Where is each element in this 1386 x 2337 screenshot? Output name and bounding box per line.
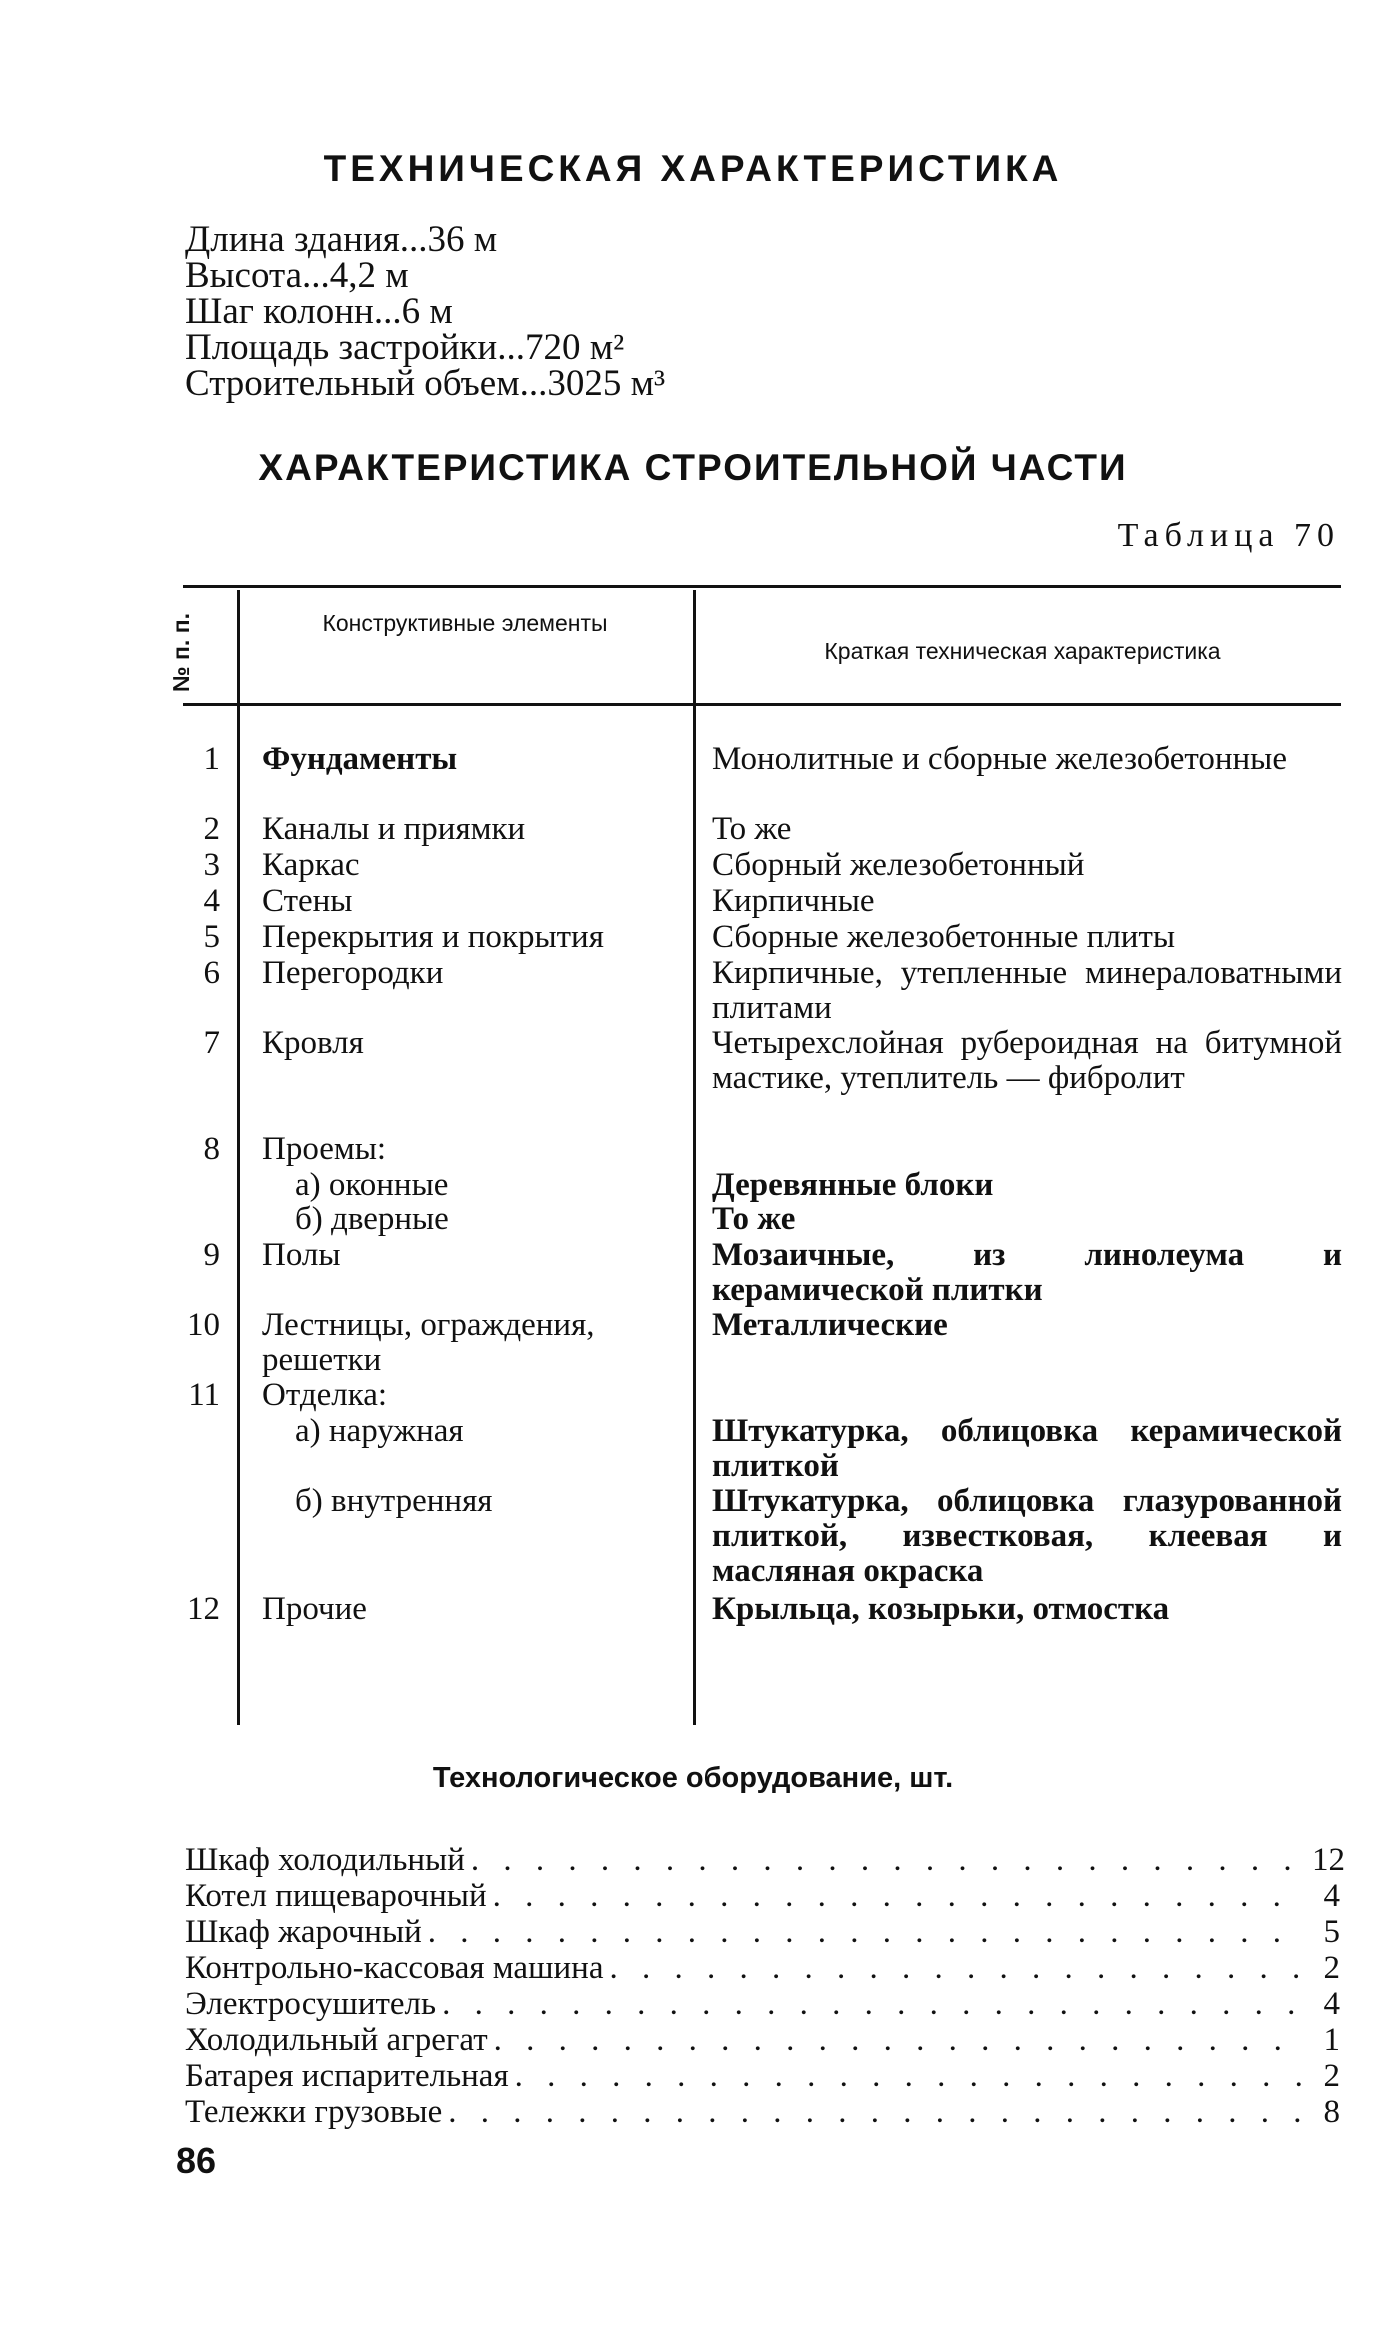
row-num: 7: [203, 1025, 220, 1061]
spec-list: [185, 219, 666, 404]
row-description: То же: [712, 1201, 796, 1237]
row-element: Стены: [262, 883, 353, 919]
table-top-rule: [183, 585, 1341, 588]
row-element: Каркас: [262, 847, 360, 883]
construction-heading: ХАРАКТЕРИСТИКА СТРОИТЕЛЬНОЙ ЧАСТИ: [258, 447, 1128, 488]
row-subelement: а) наружная: [295, 1413, 464, 1449]
row-num: 6: [203, 955, 220, 991]
header-description: Краткая техническая характеристика: [824, 638, 1221, 664]
technical-heading: ТЕХНИЧЕСКАЯ ХАРАКТЕРИСТИКА: [323, 148, 1063, 189]
row-description: То же: [712, 811, 792, 847]
row-description: Деревянные блоки: [712, 1167, 994, 1203]
header-elements: Конструктивные элементы: [322, 610, 608, 636]
equipment-qty: 1: [1323, 2022, 1340, 2058]
row-num: 5: [203, 919, 220, 955]
table-col-divider-1: [237, 590, 240, 1725]
leader-dots: [494, 2022, 1306, 2058]
row-description: Штукатурка, облицовка глазурованной плиткой, известковая, клеевая и масляная окраска: [712, 1483, 1342, 1589]
row-element: Прочие: [262, 1591, 367, 1627]
equipment-name: Батарея испарительная: [185, 2058, 509, 2094]
spec-length: Длина здания...36 м: [185, 219, 498, 260]
equipment-item: [185, 1986, 1340, 2022]
row-element: Кровля: [262, 1025, 364, 1061]
row-num: 10: [187, 1307, 220, 1343]
row-description: Металлические: [712, 1307, 948, 1343]
row-num: 12: [187, 1591, 220, 1627]
spec-height: Высота...4,2 м: [185, 255, 409, 296]
equipment-item: [185, 1914, 1340, 1950]
equipment-item: [185, 2094, 1340, 2130]
spec-column-spacing: Шаг колонн...6 м: [185, 291, 453, 332]
equipment-name: Электросушитель: [185, 1986, 437, 2022]
header-num: № п. п.: [168, 613, 194, 692]
row-subelement: а) оконные: [295, 1167, 449, 1203]
equipment-name: Контрольно-кассовая машина: [185, 1950, 604, 1986]
row-element: Полы: [262, 1237, 341, 1273]
row-description: Кирпичные: [712, 883, 875, 919]
equipment-item: [185, 2058, 1340, 2094]
table-col-divider-2: [693, 590, 696, 1725]
equipment-item: [185, 1878, 1340, 1914]
row-element: Лестницы, ограждения, решетки: [262, 1307, 595, 1378]
equipment-name: Котел пищеварочный: [185, 1878, 487, 1914]
leader-dots: [442, 1986, 1306, 2022]
leader-dots: [609, 1950, 1306, 1986]
page-number: 86: [176, 2140, 217, 2181]
leader-dots: [515, 2058, 1306, 2094]
leader-dots: [428, 1914, 1306, 1950]
row-num: 1: [203, 741, 220, 777]
row-num: 9: [203, 1237, 220, 1273]
row-description: Штукатурка, облицовка керамической плиткой: [712, 1413, 1342, 1484]
row-subelement: б) дверные: [295, 1201, 449, 1237]
row-num: 11: [188, 1377, 220, 1413]
table-label: Таблица 70: [1117, 517, 1340, 554]
equipment-item: [185, 2022, 1340, 2058]
equipment-qty: 5: [1323, 1914, 1340, 1950]
row-description: Сборный железобетонный: [712, 847, 1085, 883]
equipment-qty: 12: [1312, 1842, 1345, 1878]
leader-dots: [493, 1878, 1306, 1914]
row-description: Крыльца, козырьки, отмостка: [712, 1591, 1170, 1627]
row-num: 2: [203, 811, 220, 847]
equipment-qty: 4: [1323, 1878, 1340, 1914]
row-element: Проемы:: [262, 1131, 387, 1167]
row-element: Каналы и приямки: [262, 811, 526, 847]
row-description: Сборные железобетонные плиты: [712, 919, 1176, 955]
leader-dots: [448, 2094, 1306, 2130]
equipment-name: Шкаф холодильный: [185, 1842, 465, 1878]
equipment-qty: 2: [1323, 1950, 1340, 1986]
row-subelement: б) внутренняя: [295, 1483, 493, 1519]
row-element: Фундаменты: [262, 741, 458, 777]
equipment-name: Холодильный агрегат: [185, 2022, 488, 2058]
equipment-qty: 4: [1323, 1986, 1340, 2022]
row-num: 8: [203, 1131, 220, 1167]
spec-built-area: Площадь застройки...720 м²: [185, 327, 625, 368]
leader-dots: [471, 1842, 1306, 1878]
table-header-rule: [183, 703, 1341, 706]
equipment-name: Тележки грузовые: [185, 2094, 443, 2130]
equipment-heading: Технологическое оборудование, шт.: [432, 1762, 954, 1794]
row-description: Мозаичные, из линолеума и керамической плитки: [712, 1237, 1342, 1308]
row-description: Кирпичные, утепленные минераловатными плитами: [712, 955, 1342, 1026]
row-num: 3: [203, 847, 220, 883]
equipment-qty: 8: [1323, 2094, 1340, 2130]
row-description: Монолитные и сборные железобетонные: [712, 741, 1288, 777]
equipment-qty: 2: [1323, 2058, 1340, 2094]
equipment-item: [185, 1950, 1340, 1986]
row-num: 4: [203, 883, 220, 919]
equipment-name: Шкаф жарочный: [185, 1914, 422, 1950]
equipment-item: [185, 1842, 1345, 1878]
row-element: Отделка:: [262, 1377, 388, 1413]
row-description: Четырехслойная рубероидная на битумной мастике, утеплитель — фибролит: [712, 1025, 1342, 1096]
row-element: Перегородки: [262, 955, 444, 991]
spec-volume: Строительный объем...3025 м³: [185, 363, 666, 404]
row-element: Перекрытия и покрытия: [262, 919, 604, 955]
